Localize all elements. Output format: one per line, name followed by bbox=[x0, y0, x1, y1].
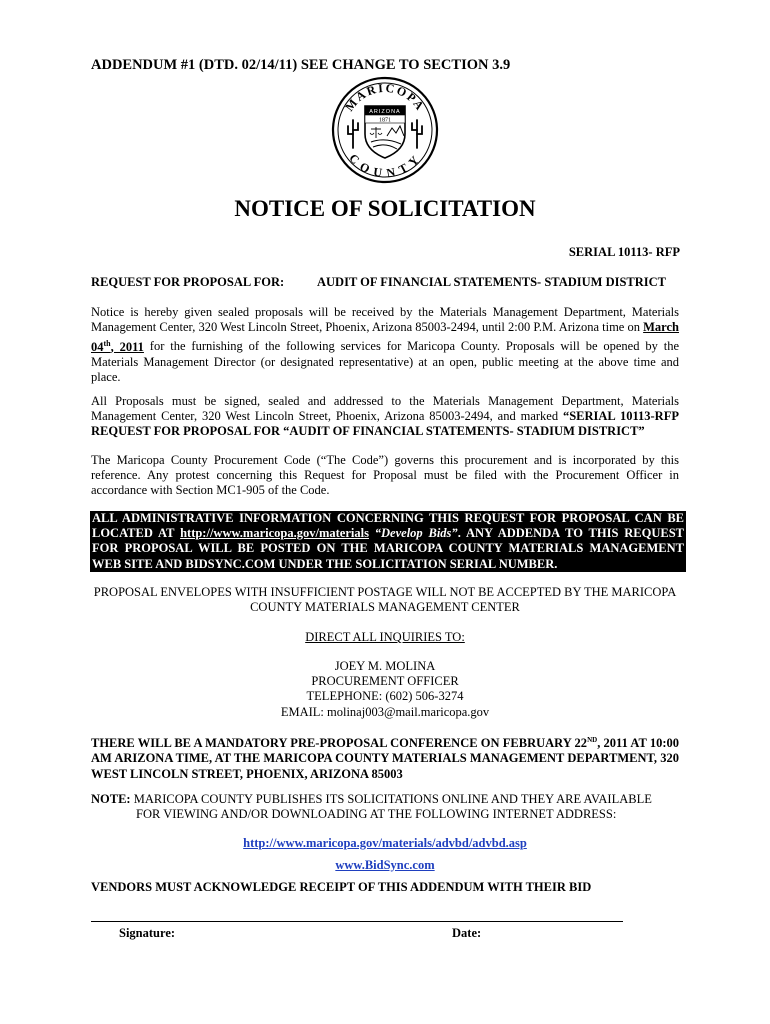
inquiries-heading: DIRECT ALL INQUIRIES TO: bbox=[305, 630, 465, 644]
postage-warning: PROPOSAL ENVELOPES WITH INSUFFICIENT POSTAGE WILL NOT BE ACCEPTED BY THE MARICOPA COUNTY MATERIALS MANAGEMENT CENTER bbox=[93, 585, 677, 615]
note-block bbox=[91, 792, 679, 822]
signature-line[interactable] bbox=[91, 921, 623, 922]
signature-label: Signature: bbox=[119, 926, 176, 940]
advbd-link[interactable]: http://www.maricopa.gov/materials/advbd/advbd.asp bbox=[243, 836, 527, 850]
submission-marking: “SERIAL 10113-RFP REQUEST FOR PROPOSAL FOR “AUDIT OF FINANCIAL STATEMENTS- STADIUM DISTRICT” bbox=[91, 409, 679, 439]
notice-text-b: for the furnishing of the following services for Maricopa County. Proposals will be opened by the Materials Management Director (or designated representative) at an open, public meeting at the above time and place. bbox=[91, 339, 679, 384]
admin-text-a: ALL ADMINISTRATIVE INFORMATION CONCERNING THIS REQUEST FOR PROPOSAL CAN BE LOCATED AT bbox=[92, 511, 684, 541]
contact-block bbox=[0, 659, 770, 720]
seal-state-text: ARIZONA bbox=[369, 109, 401, 115]
seal-year-text: 1871 bbox=[379, 117, 391, 124]
due-date: March 04th, 2011 bbox=[91, 320, 679, 354]
contact-name: JOEY M. MOLINA bbox=[334, 659, 436, 673]
conference-text-b: , 2011 AT 10:00 AM ARIZONA TIME, AT THE MARICOPA COUNTY MATERIALS MANAGEMENT DEPARTMENT, 320 WEST LINCOLN STREET, PHOENIX, ARIZONA 85003 bbox=[91, 736, 679, 781]
page-title: NOTICE OF SOLICITATION bbox=[234, 196, 536, 221]
date-label: Date: bbox=[452, 926, 482, 940]
addendum-heading: ADDENDUM #1 (DTD. 02/14/11) SEE CHANGE TO SECTION 3.9 bbox=[91, 57, 511, 73]
notice-paragraph bbox=[91, 305, 679, 385]
maricopa-county-seal bbox=[331, 76, 439, 184]
rfp-title: AUDIT OF FINANCIAL STATEMENTS- STADIUM DISTRICT bbox=[317, 275, 667, 289]
seal-bottom-text: COUNTY bbox=[346, 151, 424, 181]
serial-number: SERIAL 10113- RFP bbox=[568, 245, 680, 259]
notice-text-a: Notice is hereby given sealed proposals will be received by the Materials Management Department, Materials Management Center, 320 West Lincoln Street, Phoenix, Arizona 85003-2494, until 2:00 P.M. Arizona time on bbox=[91, 305, 679, 335]
submission-paragraph bbox=[91, 394, 679, 440]
submission-text: All Proposals must be signed, sealed and addressed to the Materials Management Department, Materials Management Center, 320 West Lincoln Street, Phoenix, Arizona 85003-2494, and marked bbox=[91, 394, 679, 424]
materials-link[interactable]: http://www.maricopa.gov/materials bbox=[180, 526, 369, 541]
admin-text-b: . ANY ADDENDA TO THIS REQUEST FOR PROPOSAL WILL BE POSTED ON THE MARICOPA COUNTY MATERIALS MANAGEMENT WEB SITE AND BIDSYNC.COM UNDER THE SOLICITATION SERIAL NUMBER. bbox=[92, 526, 684, 571]
develop-bids-label: “Develop Bids” bbox=[374, 526, 458, 541]
administrative-info-box bbox=[90, 511, 686, 572]
bidsync-link[interactable]: www.BidSync.com bbox=[335, 858, 435, 872]
note-line-1: MARICOPA COUNTY PUBLISHES ITS SOLICITATIONS ONLINE AND THEY ARE AVAILABLE bbox=[133, 792, 652, 806]
conference-text-a: THERE WILL BE A MANDATORY PRE-PROPOSAL CONFERENCE ON FEBRUARY 22 bbox=[91, 736, 588, 751]
contact-title: PROCUREMENT OFFICER bbox=[311, 674, 459, 689]
rfp-label: REQUEST FOR PROPOSAL FOR: bbox=[91, 275, 285, 289]
contact-phone: TELEPHONE: (602) 506-3274 bbox=[306, 689, 464, 704]
mandatory-conference-notice bbox=[91, 733, 679, 782]
contact-email: EMAIL: molinaj003@mail.maricopa.gov bbox=[280, 704, 490, 719]
note-label: NOTE: bbox=[91, 792, 131, 806]
note-line-2: FOR VIEWING AND/OR DOWNLOADING AT THE FOLLOWING INTERNET ADDRESS: bbox=[136, 807, 617, 822]
seal-top-text: MARICOPA bbox=[342, 80, 428, 114]
procurement-code-paragraph: The Maricopa County Procurement Code (“The Code”) governs this procurement and is incorporated by this reference. Any protest concerning this Request for Proposal must be filed with the Procurement Officer in accordance with Section MC1-905 of the Code. bbox=[91, 453, 679, 498]
acknowledgement-notice: VENDORS MUST ACKNOWLEDGE RECEIPT OF THIS ADDENDUM WITH THEIR BID bbox=[91, 880, 592, 894]
conference-sup: ND bbox=[587, 736, 598, 744]
